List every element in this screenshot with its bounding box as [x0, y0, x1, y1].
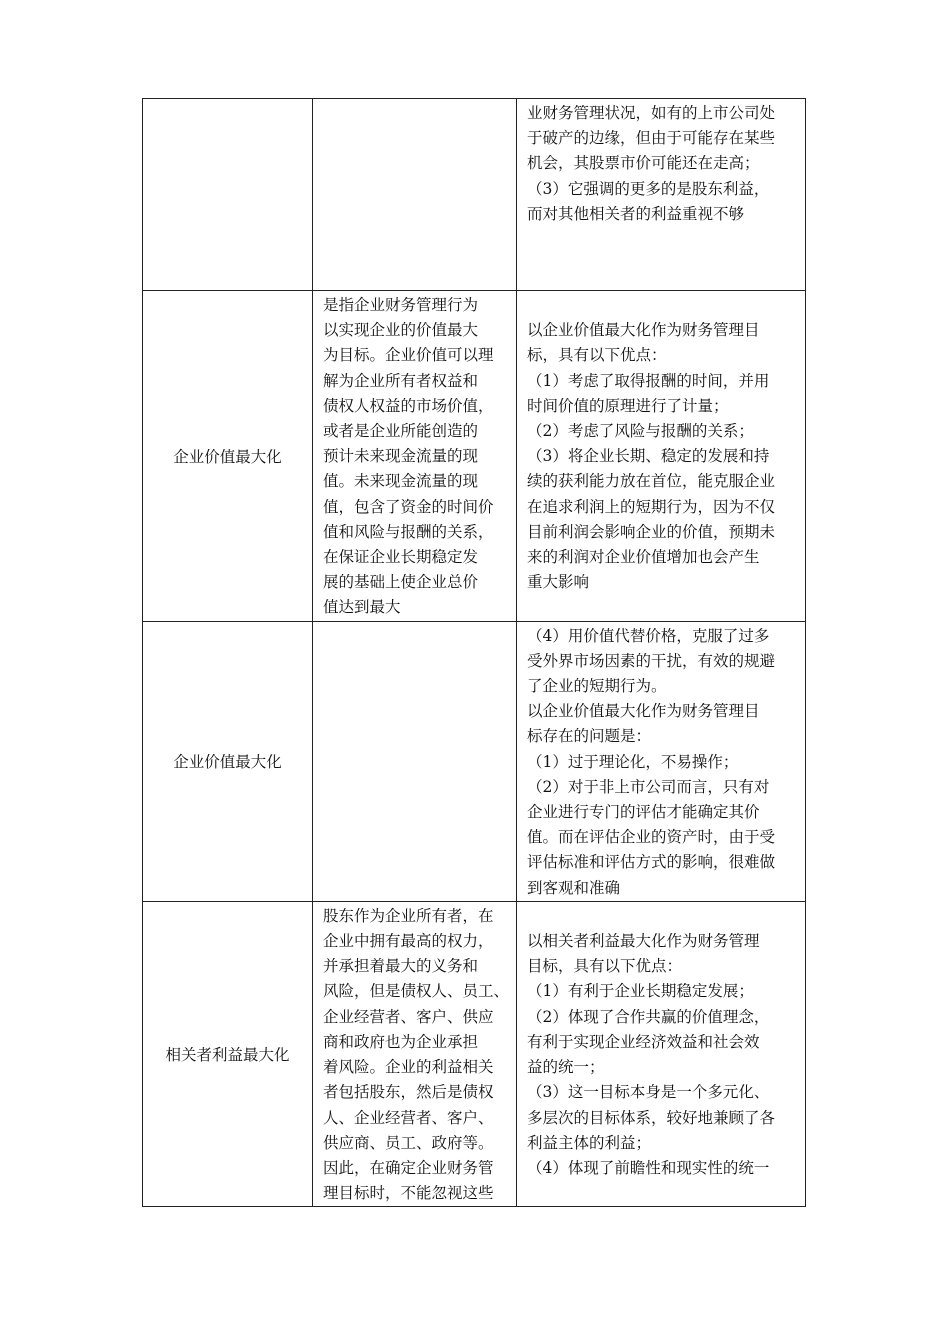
goal-name-cell: [143, 99, 313, 291]
goal-name-cell: 企业价值最大化: [143, 621, 313, 901]
table-row: [143, 99, 806, 291]
goal-definition-cell: [313, 99, 517, 291]
goal-definition-cell: [313, 621, 517, 901]
goal-evaluation-cell: 以企业价值最大化作为财务管理目 标，具有以下优点： （1）考虑了取得报酬的时间，并用 时间价值的原理进行了计量； （2）考虑了风险与报酬的关系； （3）将企业长期、稳定的发展和持 续的获利能力放在首位，能克服企业 在追求利润上的短期行为，因为不仅 目前利润会影响企业的价值，预期未 来的利润对企业价值增加也会产生 重大影响: [517, 291, 806, 622]
goal-name-cell: 相关者利益最大化: [143, 901, 313, 1206]
goals-table: [142, 98, 806, 1207]
table-row: [143, 621, 806, 901]
goal-definition-cell: 是指企业财务管理行为 以实现企业的价值最大 为目标。企业价值可以理 解为企业所有者权益和 债权人权益的市场价值， 或者是企业所能创造的 预计未来现金流量的现 值。未来现金流量的现 值，包含了资金的时间价 值和风险与报酬的关系， 在保证企业长期稳定发 展的基础上使企业总价 值达到最大: [313, 291, 517, 622]
goal-name-cell: 企业价值最大化: [143, 291, 313, 622]
goal-evaluation-cell: （4）用价值代替价格，克服了过多 受外界市场因素的干扰，有效的规避 了企业的短期行为。 以企业价值最大化作为财务管理目 标存在的问题是： （1）过于理论化，不易操作； （2）对于非上市公司而言，只有对 企业进行专门的评估才能确定其价 值。而在评估企业的资产时，由于受 评估标准和评估方式的影响，很难做 到客观和准确: [517, 621, 806, 901]
goal-evaluation-cell: 业财务管理状况，如有的上市公司处 于破产的边缘，但由于可能存在某些 机会，其股票市价可能还在走高； （3）它强调的更多的是股东利益， 而对其他相关者的利益重视不够: [517, 99, 806, 291]
table-row: [143, 901, 806, 1206]
goal-definition-cell: 股东作为企业所有者，在 企业中拥有最高的权力， 并承担着最大的义务和 风险，但是债权人、员工、 企业经营者、客户、供应 商和政府也为企业承担 着风险。企业的利益相关 者包括股东，然后是债权 人、企业经营者、客户、 供应商、员工、政府等。 因此，在确定企业财务管 理目标时，不能忽视这些: [313, 901, 517, 1206]
goal-evaluation-cell: 以相关者利益最大化作为财务管理 目标，具有以下优点： （1）有利于企业长期稳定发展； （2）体现了合作共赢的价值理念， 有利于实现企业经济效益和社会效 益的统一； （3）这一目标本身是一个多元化、 多层次的目标体系，较好地兼顾了各 利益主体的利益； （4）体现了前瞻性和现实性的统一: [517, 901, 806, 1206]
table-row: [143, 291, 806, 622]
